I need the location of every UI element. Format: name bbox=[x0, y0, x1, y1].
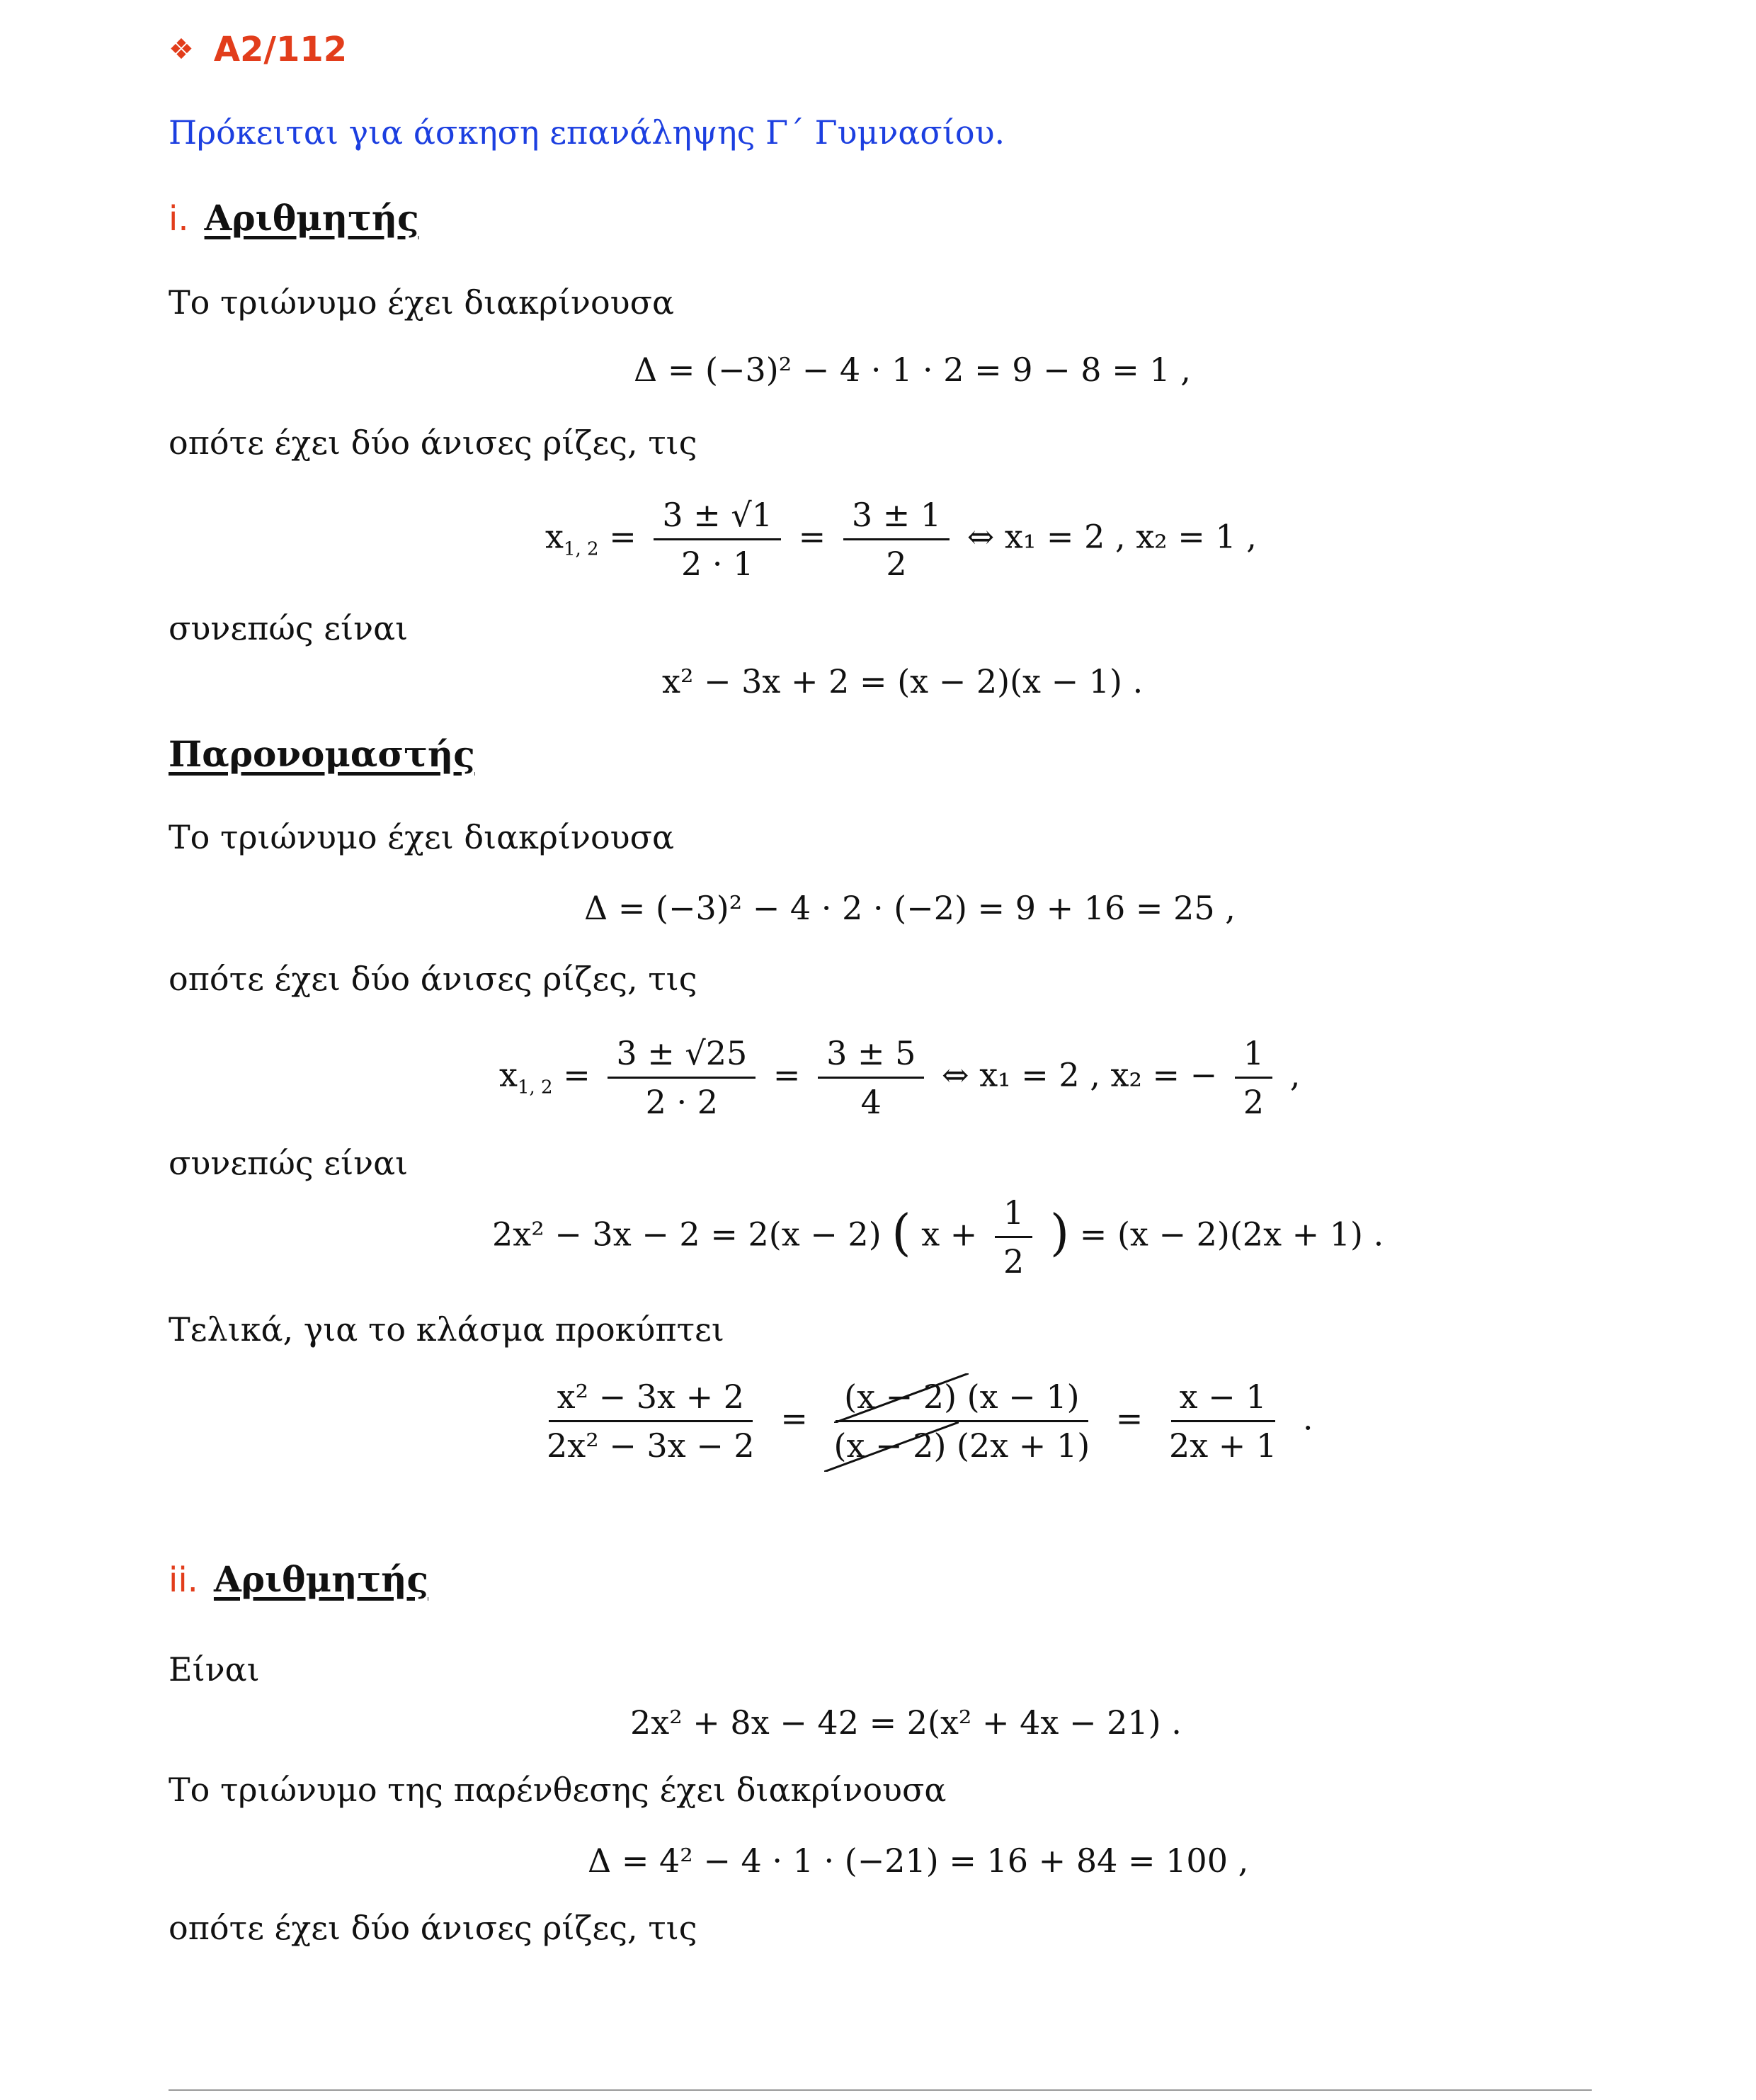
numerator: x − 1 bbox=[1171, 1378, 1275, 1422]
equation-final: $\frac{\text{x² − 3x + 2}}{\text{2x² − 3x − 2}}$ = (x − 2) (x − 1) (x − 2) (2x + 1) = $\frac{x - 1}{2x + 1}$ . bbox=[531, 1378, 1313, 1465]
numerator: (x − 2) (x − 1) bbox=[836, 1378, 1088, 1422]
paragraph: συνεπώς είναι bbox=[169, 1144, 409, 1182]
cancelled-factor: (x − 2) bbox=[844, 1378, 957, 1416]
equation-factor-2 bbox=[492, 1193, 1384, 1281]
paragraph: οπότε έχει δύο άνισες ρίζες, τις bbox=[169, 424, 697, 462]
equation-tail: , bbox=[1289, 1055, 1301, 1094]
fraction bbox=[826, 1378, 1099, 1465]
denominator: 2x² − 3x − 2 bbox=[547, 1426, 755, 1465]
section-i-heading bbox=[169, 197, 419, 239]
numerator: 3 ± √1 bbox=[654, 496, 781, 540]
fraction bbox=[843, 496, 950, 583]
paragraph: Το τριώνυμο της παρένθεσης έχει διακρίνουσα bbox=[169, 1771, 947, 1809]
equation-roots-1: $x_{1, 2}$ = $\frac{3 \pm √1}{2 \cdot 1}$ = $\frac{3 \pm 1}{2}$ ⇔ x₁ = 2 , x₂ = 1 , bbox=[545, 496, 1257, 583]
paragraph: Είναι bbox=[169, 1650, 260, 1688]
fraction bbox=[608, 1034, 756, 1121]
footer-divider bbox=[169, 2089, 1592, 2091]
fraction bbox=[538, 1378, 763, 1465]
paragraph: οπότε έχει δύο άνισες ρίζες, τις bbox=[169, 1909, 697, 1947]
paragraph: Το τριώνυμο έχει διακρίνουσα bbox=[169, 283, 675, 322]
numerator: 3 ± 5 bbox=[818, 1034, 924, 1079]
subscript: 1, 2 bbox=[517, 1077, 553, 1099]
denominator: 2 · 1 bbox=[680, 545, 754, 583]
denominator: 2x + 1 bbox=[1168, 1426, 1277, 1465]
denominator: (x − 2) (2x + 1) bbox=[826, 1422, 1099, 1465]
paren-close: ) bbox=[1049, 1203, 1070, 1262]
equation-part: x + bbox=[921, 1215, 978, 1254]
fraction bbox=[1235, 1034, 1272, 1121]
fraction bbox=[818, 1034, 924, 1121]
equation-part: 2x² − 3x − 2 = 2(x − 2) bbox=[492, 1215, 882, 1254]
section-title: Αριθμητής bbox=[213, 1558, 428, 1600]
denominator: 4 bbox=[860, 1083, 882, 1121]
var: x bbox=[499, 1055, 518, 1094]
intro-text: Πρόκειται για άσκηση επανάληψης Γ΄ Γυμνασίου. bbox=[169, 113, 1005, 152]
strike-line-icon bbox=[834, 1373, 969, 1423]
equation-mid: ⇔ x₁ = 2 , x₂ = − bbox=[942, 1055, 1218, 1094]
equation-part: = (x − 2)(2x + 1) . bbox=[1079, 1215, 1384, 1254]
fraction bbox=[1161, 1378, 1285, 1465]
header bbox=[169, 30, 347, 69]
cancelled-factor: (x − 2) bbox=[834, 1426, 947, 1465]
equation-tail: . bbox=[1302, 1399, 1313, 1438]
denominator: 2 · 2 bbox=[645, 1083, 719, 1121]
denominator: 2 bbox=[886, 545, 907, 583]
strike-line-icon bbox=[824, 1422, 959, 1472]
section-number: ii. bbox=[169, 1560, 198, 1600]
diamond-icon: ❖ bbox=[169, 33, 194, 66]
numerator: 1 bbox=[995, 1193, 1032, 1238]
var: x bbox=[545, 517, 564, 556]
fraction bbox=[995, 1193, 1032, 1281]
section-title: Αριθμητής bbox=[204, 197, 419, 239]
subscript: 1, 2 bbox=[563, 538, 599, 560]
denominator: 2 bbox=[1003, 1242, 1025, 1281]
section-title: Παρονομαστής bbox=[169, 733, 475, 775]
numerator: 1 bbox=[1235, 1034, 1272, 1079]
header-title: A2/112 bbox=[213, 30, 348, 69]
paragraph: οπότε έχει δύο άνισες ρίζες, τις bbox=[169, 960, 697, 998]
equation-delta-3: Δ = 4² − 4 · 1 · (−21) = 16 + 84 = 100 , bbox=[588, 1841, 1249, 1880]
fraction bbox=[654, 496, 781, 583]
paragraph: συνεπώς είναι bbox=[169, 609, 409, 647]
denominator: 2 bbox=[1243, 1083, 1265, 1121]
section-ii-heading bbox=[169, 1558, 428, 1600]
paragraph: Το τριώνυμο έχει διακρίνουσα bbox=[169, 818, 675, 856]
equation-delta-2: Δ = (−3)² − 4 · 2 · (−2) = 9 + 16 = 25 , bbox=[584, 889, 1236, 927]
section-denominator-heading bbox=[169, 733, 475, 775]
paren-open: ( bbox=[891, 1203, 911, 1262]
equation-tail: ⇔ x₁ = 2 , x₂ = 1 , bbox=[967, 517, 1257, 556]
section-number: i. bbox=[169, 199, 189, 239]
equation-roots-2: $x_{1, 2}$ = $\frac{3 \pm √25}{2 \cdot 2}$ = $\frac{3 \pm 5}{4}$ ⇔ x₁ = 2 , x₂ = − $\frac{1}{2}$ , bbox=[499, 1034, 1301, 1121]
numerator: x² − 3x + 2 bbox=[549, 1378, 753, 1422]
equation-ii-1: 2x² + 8x − 42 = 2(x² + 4x − 21) . bbox=[630, 1703, 1182, 1742]
numerator: 3 ± √25 bbox=[608, 1034, 756, 1079]
numerator: 3 ± 1 bbox=[843, 496, 950, 540]
equation-delta-1: Δ = (−3)² − 4 · 1 · 2 = 9 − 8 = 1 , bbox=[634, 351, 1191, 389]
equation-factor-1: x² − 3x + 2 = (x − 2)(x − 1) . bbox=[662, 662, 1144, 700]
paragraph: Τελικά, για το κλάσμα προκύπτει bbox=[169, 1310, 724, 1349]
